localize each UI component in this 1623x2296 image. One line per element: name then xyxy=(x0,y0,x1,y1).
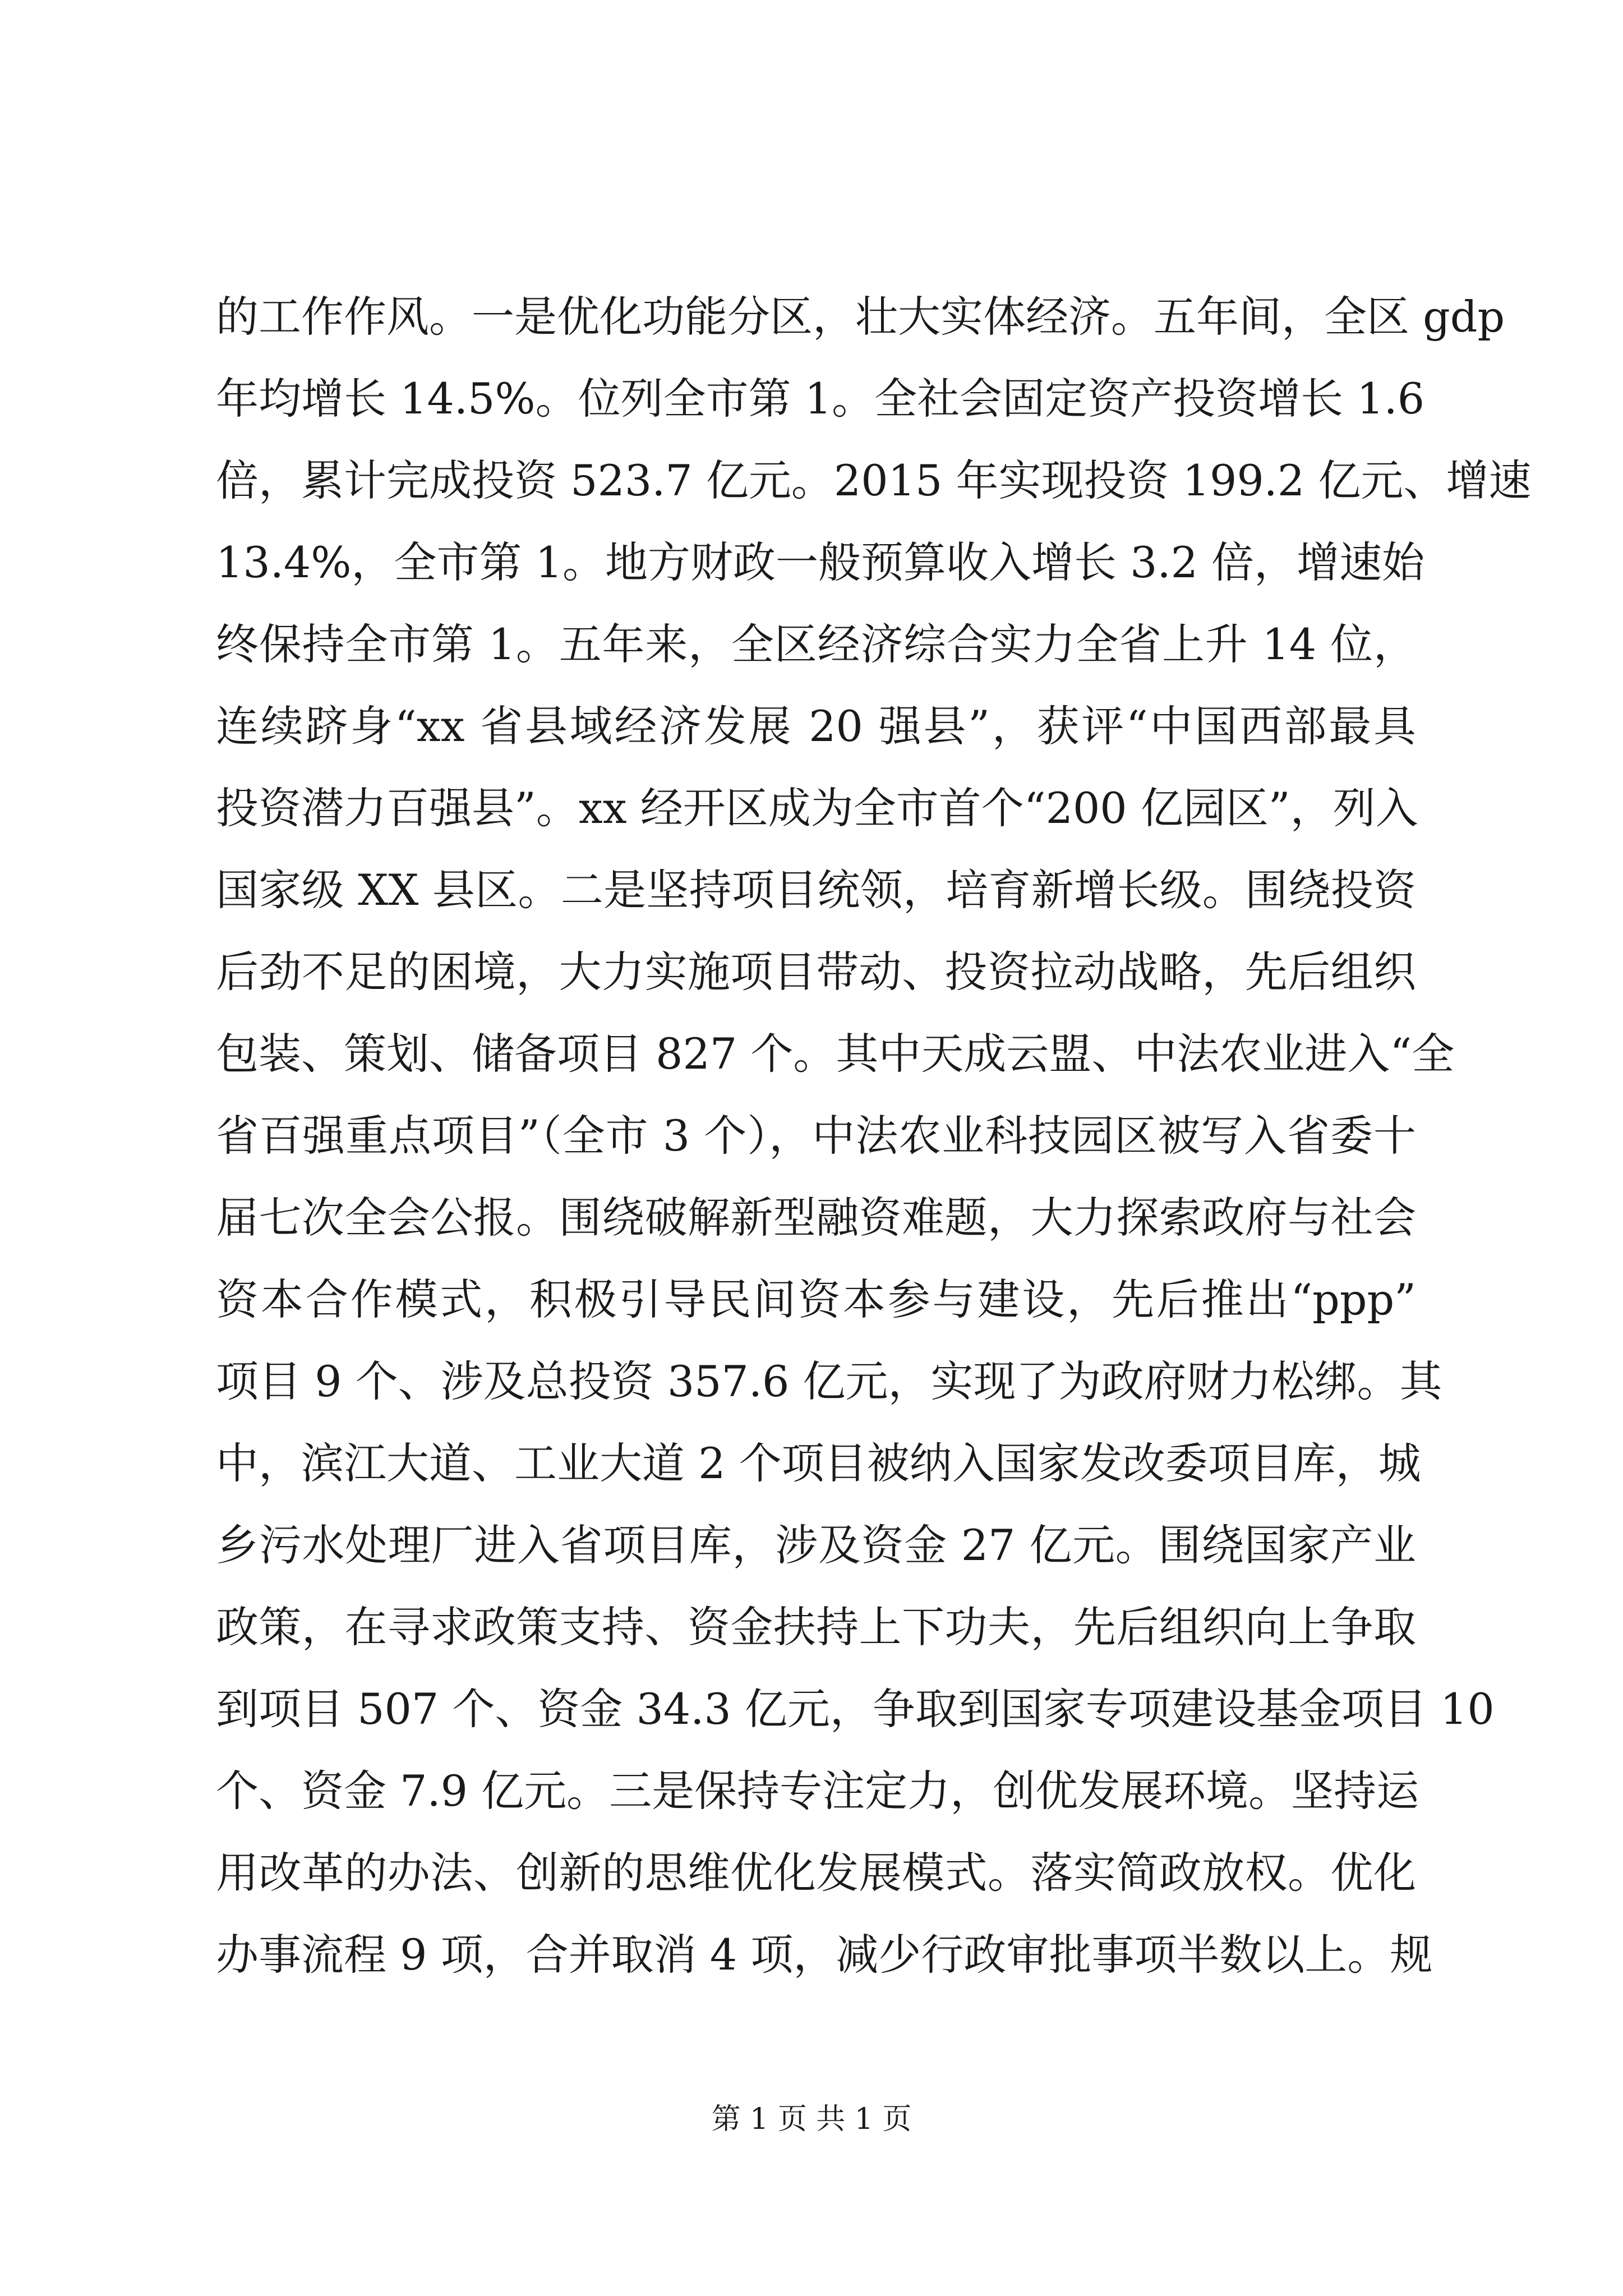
text-line: 倍，累计完成投资 523.7 亿元。2015 年实现投资 199.2 亿元、增速 xyxy=(216,455,1532,505)
text-line: 办事流程 9 项，合并取消 4 项，减少行政审批事项半数以上。规 xyxy=(216,1930,1433,1980)
page-footer xyxy=(0,2095,1623,2137)
text-line: 到项目 507 个、资金 34.3 亿元，争取到国家专项建设基金项目 10 xyxy=(216,1684,1495,1734)
text-line: 国家级 XX 县区。二是坚持项目统领，培育新增长级。围绕投资 xyxy=(216,865,1416,915)
text-line: 政策，在寻求政策支持、资金扶持上下功夫，先后组织向上争取 xyxy=(216,1602,1416,1652)
text-line: 项目 9 个、涉及总投资 357.6 亿元，实现了为政府财力松绑。其 xyxy=(216,1356,1442,1406)
text-line: 终保持全市第 1。五年来，全区经济综合实力全省上升 14 位， xyxy=(216,619,1416,669)
text-line: 后劲不足的困境，大力实施项目带动、投资拉动战略，先后组织 xyxy=(216,947,1416,997)
text-line: 资本合作模式，积极引导民间资本参与建设，先后推出“ppp” xyxy=(216,1274,1416,1324)
text-line: 省百强重点项目”（全市 3 个），中法农业科技园区被写入省委十 xyxy=(216,1111,1416,1161)
page-number-label: 第 1 页 共 1 页 xyxy=(711,2102,912,2136)
text-line: 连续跻身“xx 省县域经济发展 20 强县”，获评“中国西部最具 xyxy=(216,701,1416,751)
text-line: 年均增长 14.5%。位列全市第 1。全社会固定资产投资增长 1.6 xyxy=(216,374,1425,424)
text-line: 乡污水处理厂进入省项目库，涉及资金 27 亿元。围绕国家产业 xyxy=(216,1520,1416,1570)
text-line: 的工作作风。一是优化功能分区，壮大实体经济。五年间，全区 gdp xyxy=(216,292,1505,342)
text-line: 中，滨江大道、工业大道 2 个项目被纳入国家发改委项目库，城 xyxy=(216,1438,1421,1488)
text-line: 投资潜力百强县”。xx 经开区成为全市首个“200 亿园区”，列入 xyxy=(216,783,1418,833)
text-line: 包装、策划、储备项目 827 个。其中天成云盟、中法农业进入“全 xyxy=(216,1029,1455,1079)
text-line: 用改革的办法、创新的思维优化发展模式。落实简政放权。优化 xyxy=(216,1848,1416,1898)
text-line: 届七次全会公报。围绕破解新型融资难题，大力探索政府与社会 xyxy=(216,1193,1416,1243)
body-text xyxy=(216,276,1532,1996)
text-line: 13.4%，全市第 1。地方财政一般预算收入增长 3.2 倍，增速始 xyxy=(216,537,1425,587)
text-line: 个、资金 7.9 亿元。三是保持专注定力，创优发展环境。坚持运 xyxy=(216,1766,1419,1816)
